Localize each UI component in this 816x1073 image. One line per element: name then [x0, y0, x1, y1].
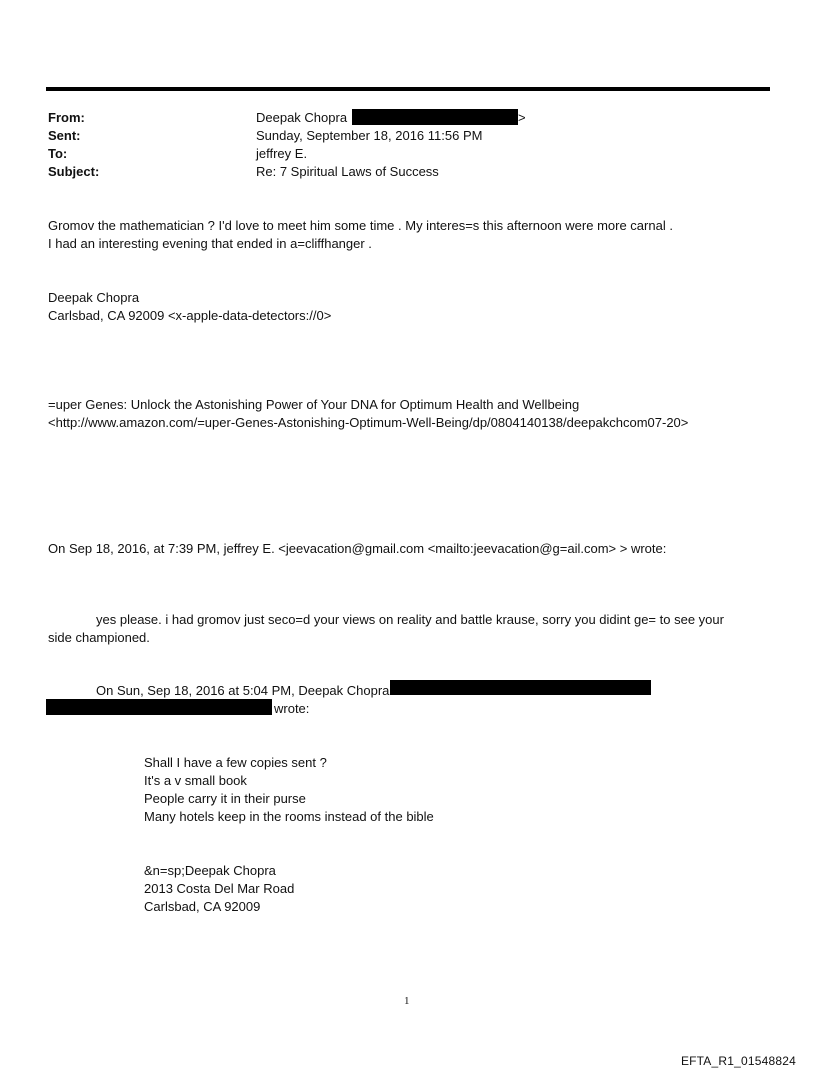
redaction-quote-email-1	[390, 680, 651, 695]
quoted-line-4: Many hotels keep in the rooms instead of the bible	[144, 809, 434, 824]
sent-label: Sent:	[48, 128, 81, 143]
quoted-line-3: People carry it in their purse	[144, 791, 306, 806]
body-paragraph-line-2: I had an interesting evening that ended in a=cliffhanger .	[48, 236, 372, 251]
quoted-signature-name: &n=sp;Deepak Chopra	[144, 863, 276, 878]
page-number: 1	[404, 995, 410, 1007]
quoted-line-2: It's a v small book	[144, 773, 247, 788]
subject-value: Re: 7 Spiritual Laws of Success	[256, 164, 439, 179]
reply-line-2: side championed.	[48, 630, 150, 645]
quote-header-1: On Sep 18, 2016, at 7:39 PM, jeffrey E. <jeevacation@gmail.com <mailto:jeevacation@g=ail.com> > wrote:	[48, 541, 667, 556]
signature-address: Carlsbad, CA 92009 <x-apple-data-detectors://0>	[48, 308, 332, 323]
header-rule	[46, 87, 770, 91]
redaction-quote-email-2	[46, 699, 272, 715]
body-paragraph-line-1: Gromov the mathematician ? I'd love to meet him some time . My interes=s this afternoon were more carnal .	[48, 218, 673, 233]
redaction-from-email	[352, 109, 518, 125]
quoted-signature-city: Carlsbad, CA 92009	[144, 899, 261, 914]
sent-value: Sunday, September 18, 2016 11:56 PM	[256, 128, 483, 143]
quoted-line-1: Shall I have a few copies sent ?	[144, 755, 327, 770]
quote-header-2-wrote: wrote:	[274, 701, 310, 716]
reply-line-1: yes please. i had gromov just seco=d your views on reality and battle krause, sorry you didint ge= to see your	[96, 612, 724, 627]
subject-label: Subject:	[48, 164, 100, 179]
quoted-signature-street: 2013 Costa Del Mar Road	[144, 881, 295, 896]
book-title-line: =uper Genes: Unlock the Astonishing Power of Your DNA for Optimum Health and Wellbeing	[48, 397, 580, 412]
quote-header-2: On Sun, Sep 18, 2016 at 5:04 PM, Deepak Chopra	[96, 683, 390, 698]
signature-name: Deepak Chopra	[48, 290, 140, 305]
to-value: jeffrey E.	[256, 146, 308, 161]
from-label: From:	[48, 110, 85, 125]
to-label: To:	[48, 146, 68, 161]
document-id: EFTA_R1_01548824	[680, 1054, 796, 1068]
book-link[interactable]: <http://www.amazon.com/=uper-Genes-Astonishing-Optimum-Well-Being/dp/0804140138/deepakchcom07-20>	[48, 415, 689, 430]
from-tail: >	[518, 110, 526, 125]
from-value: Deepak Chopra	[256, 110, 348, 125]
